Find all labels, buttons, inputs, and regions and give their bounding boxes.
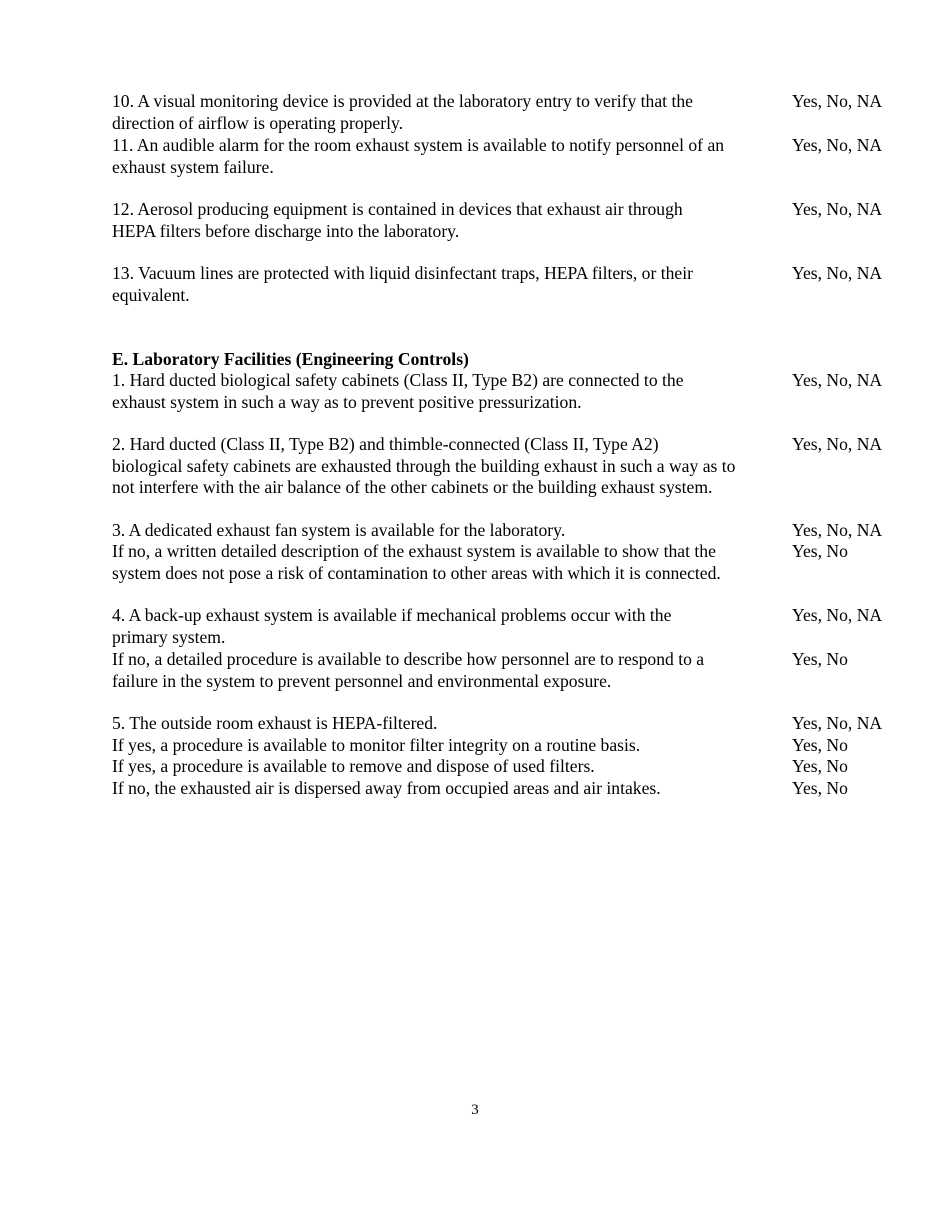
question-text xyxy=(112,135,777,178)
question-line: HEPA filters before discharge into the laboratory. xyxy=(112,220,460,241)
answer-options: Yes, No, NA xyxy=(792,434,883,454)
page-number: 3 xyxy=(471,1102,479,1118)
question-line: not interfere with the air balance of the other cabinets or the building exhaust system. xyxy=(112,477,713,497)
question-line: 2. Hard ducted (Class II, Type B2) and thimble-connected (Class II, Type A2) xyxy=(112,434,659,454)
answer-options: Yes, No xyxy=(792,649,848,669)
question-text xyxy=(112,199,777,242)
question-text xyxy=(112,370,777,413)
question-line: 10. A visual monitoring device is provided at the laboratory entry to verify that the xyxy=(112,91,693,111)
question-line: direction of airflow is operating properly. xyxy=(112,112,404,133)
question-line: 11. An audible alarm for the room exhaust system is available to notify personnel of an xyxy=(112,135,725,155)
question-line: 4. A back-up exhaust system is available if mechanical problems occur with the xyxy=(112,605,672,625)
answer-options: Yes, No, NA xyxy=(792,199,883,219)
question-line: exhaust system failure. xyxy=(112,156,274,177)
question-line: 13. Vacuum lines are protected with liquid disinfectant traps, HEPA filters, or their xyxy=(112,263,693,283)
question-line: 12. Aerosol producing equipment is contained in devices that exhaust air through xyxy=(112,199,683,219)
question-line: If yes, a procedure is available to monitor filter integrity on a routine basis. xyxy=(112,735,641,755)
question-line: 1. Hard ducted biological safety cabinets (Class II, Type B2) are connected to the xyxy=(112,370,684,390)
question-line: If no, a written detailed description of the exhaust system is available to show that the xyxy=(112,541,716,561)
answer-options: Yes, No xyxy=(792,756,848,776)
answer-options: Yes, No xyxy=(792,778,848,798)
answer-options: Yes, No, NA xyxy=(792,370,883,390)
answer-options: Yes, No, NA xyxy=(792,713,883,733)
question-text xyxy=(112,520,777,542)
question-line: system does not pose a risk of contamination to other areas with which it is connected. xyxy=(112,562,721,583)
answer-options: Yes, No xyxy=(792,735,848,755)
question-line: failure in the system to prevent personnel and environmental exposure. xyxy=(112,670,612,691)
question-line: biological safety cabinets are exhausted through the building exhaust in such a way as to xyxy=(112,455,736,476)
question-line: equivalent. xyxy=(112,284,190,305)
question-text xyxy=(112,605,777,648)
question-line: exhaust system in such a way as to prevent positive pressurization. xyxy=(112,391,582,412)
question-line: If yes, a procedure is available to remove and dispose of used filters. xyxy=(112,756,595,776)
question-text xyxy=(112,713,777,735)
answer-options: Yes, No xyxy=(792,541,848,561)
question-text xyxy=(112,756,777,778)
question-text xyxy=(112,778,777,800)
answer-options: Yes, No, NA xyxy=(792,520,883,540)
question-text xyxy=(112,541,777,584)
answer-options: Yes, No, NA xyxy=(792,91,883,111)
question-text xyxy=(112,263,777,306)
question-text xyxy=(112,735,777,757)
question-text xyxy=(112,91,777,134)
answer-options: Yes, No, NA xyxy=(792,135,883,155)
section-heading: E. Laboratory Facilities (Engineering Controls) xyxy=(112,349,469,369)
question-text xyxy=(112,649,777,692)
question-line: If no, the exhausted air is dispersed away from occupied areas and air intakes. xyxy=(112,778,661,798)
answer-options: Yes, No, NA xyxy=(792,605,883,625)
answer-options: Yes, No, NA xyxy=(792,263,883,283)
question-line: 5. The outside room exhaust is HEPA-filtered. xyxy=(112,713,438,733)
question-line: If no, a detailed procedure is available to describe how personnel are to respond to a xyxy=(112,649,705,669)
question-text xyxy=(112,434,777,499)
question-line: 3. A dedicated exhaust fan system is available for the laboratory. xyxy=(112,520,566,540)
question-line: primary system. xyxy=(112,626,226,647)
